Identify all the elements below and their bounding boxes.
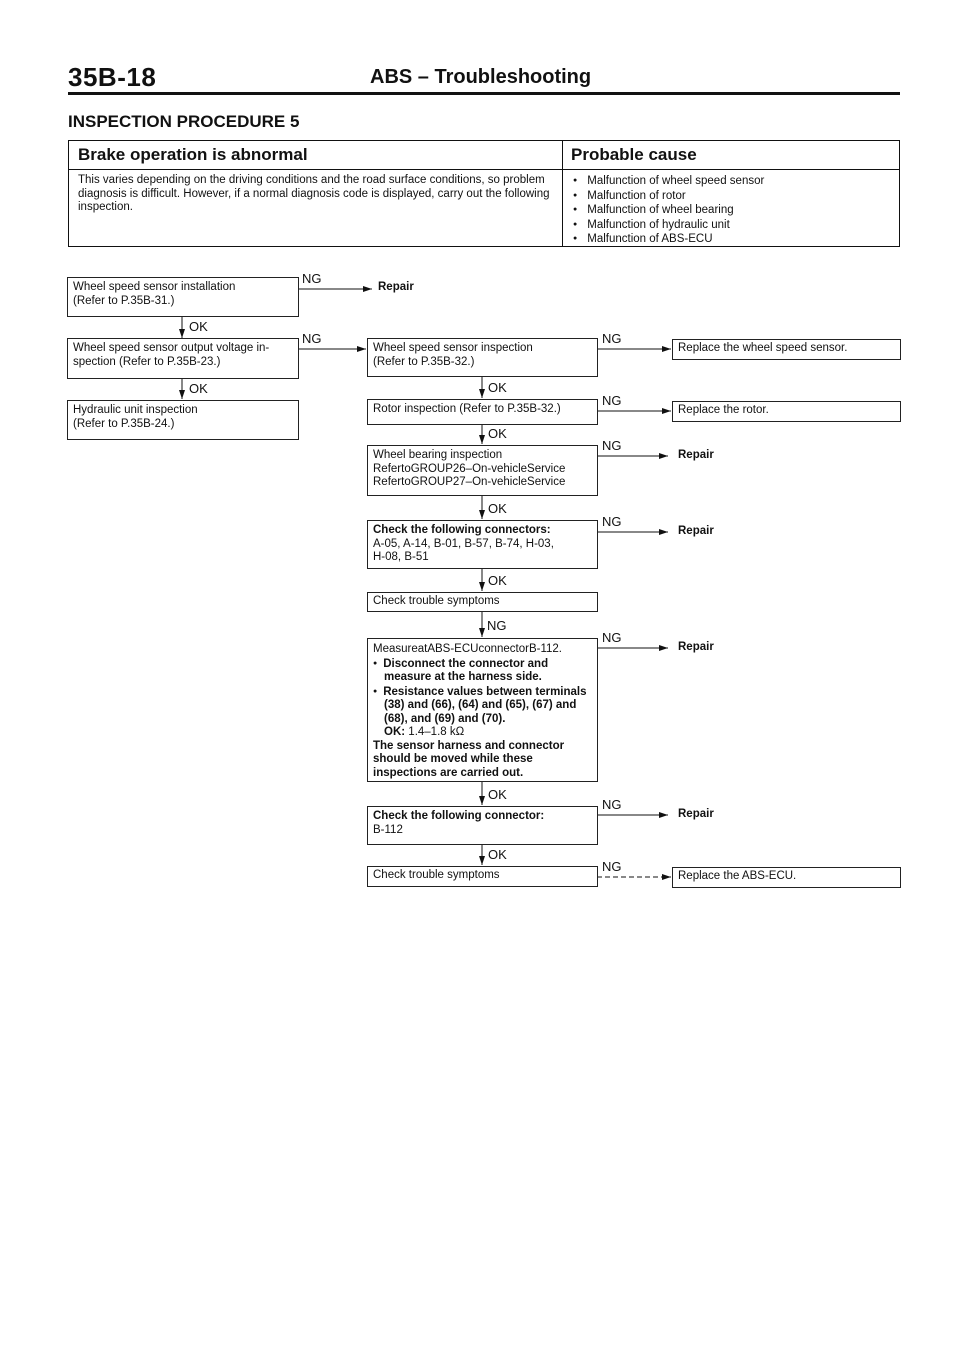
- ok-label: OK: [189, 319, 208, 334]
- step-output-voltage: [67, 338, 299, 379]
- ok-label: OK: [488, 426, 507, 441]
- ok-label: OK: [189, 381, 208, 396]
- ok-label: OK: [488, 501, 507, 516]
- step-text: H-08, B-51: [373, 551, 429, 563]
- ng-label: NG: [487, 618, 507, 633]
- repair-label: Repair: [678, 808, 714, 820]
- action-replace-sensor: [672, 339, 901, 360]
- step-trouble-symptoms-2: [367, 866, 598, 887]
- step-text: Rotor inspection (Refer to P.35B-32.): [373, 403, 561, 415]
- section-title: ABS – Troubleshooting: [370, 66, 592, 88]
- step-text: Check trouble symptoms: [373, 869, 500, 881]
- step-ref: (Refer to P.35B-31.): [73, 294, 175, 307]
- step-rotor-inspection: [367, 399, 598, 425]
- ng-label: NG: [602, 438, 622, 453]
- cause-item: ● Malfunction of hydraulic unit: [573, 218, 764, 233]
- ok-label: OK: [488, 847, 507, 862]
- step-heading: Check the following connector:: [373, 810, 545, 822]
- ok-label: OK: [488, 787, 507, 802]
- step-check-connector-b112: [367, 806, 598, 845]
- ng-label: NG: [602, 393, 622, 408]
- step-check-connectors: [367, 520, 598, 569]
- step-text: Hydraulic unit inspection: [73, 404, 198, 416]
- repair-label: Repair: [678, 525, 714, 537]
- step-bearing-inspection: [367, 445, 598, 496]
- action-replace-rotor: [672, 401, 901, 422]
- measure-bullet: ● Disconnect the connector and measure at the harness side.: [373, 657, 592, 685]
- procedure-title: INSPECTION PROCEDURE 5: [68, 112, 300, 131]
- action-text: Replace the rotor.: [678, 404, 769, 416]
- step-heading: Check the following connectors:: [373, 524, 551, 536]
- ok-spec: [373, 726, 592, 740]
- step-text: Check trouble symptoms: [373, 595, 500, 607]
- ok-label: OK: [488, 573, 507, 588]
- step-sensor-inspection: [367, 338, 598, 377]
- step-text: Wheel speed sensor installation: [73, 281, 236, 293]
- ng-label: NG: [602, 630, 622, 645]
- cause-item: ● Malfunction of wheel speed sensor: [573, 174, 764, 189]
- ok-label: OK: [488, 380, 507, 395]
- measure-bullet: ● Resistance values between terminals (38) and (66), (64) and (65), (67) and (68), and (69) and (70).: [373, 685, 592, 727]
- step-measure-ecu: [367, 638, 598, 782]
- ok-spec-value: 1.4–1.8 kΩ: [408, 726, 465, 738]
- step-text: Wheel speed sensor inspection: [373, 342, 533, 354]
- step-hydraulic-unit: [67, 400, 299, 440]
- step-text: MeasureatABS-ECUconnectorB-112.: [373, 643, 562, 655]
- cause-item: ● Malfunction of ABS-ECU: [573, 232, 764, 247]
- action-text: Replace the wheel speed sensor.: [678, 342, 848, 354]
- ng-label: NG: [302, 331, 322, 346]
- step-text: spection (Refer to P.35B-23.): [73, 355, 221, 368]
- repair-label: Repair: [678, 449, 714, 461]
- step-trouble-symptoms-1: [367, 592, 598, 612]
- ng-label: NG: [602, 797, 622, 812]
- ng-label: NG: [302, 271, 322, 286]
- step-text: Wheel bearing inspection: [373, 449, 503, 461]
- cause-item: ● Malfunction of wheel bearing: [573, 203, 764, 218]
- symptom-heading: Brake operation is abnormal: [69, 141, 562, 170]
- cause-item: ● Malfunction of rotor: [573, 189, 764, 204]
- step-ref: RefertoGROUP26–On-vehicleService: [373, 462, 566, 475]
- action-replace-ecu: [672, 867, 901, 888]
- symptom-description: This varies depending on the driving conditions and the road surface conditions, so problem diagnosis is difficult. However, if a normal diagnosis code is displayed, carry out the following inspection.: [78, 174, 550, 213]
- ng-label: NG: [602, 859, 622, 874]
- step-note: The sensor harness and connector should be moved while these inspections are carried out.: [373, 739, 565, 779]
- measure-bullets: [373, 657, 592, 727]
- step-ref: (Refer to P.35B-24.): [73, 417, 175, 430]
- step-text: A-05, A-14, B-01, B-57, B-74, H-03,: [373, 537, 554, 550]
- ng-label: NG: [602, 331, 622, 346]
- ok-spec-label: OK:: [384, 726, 406, 738]
- ng-label: NG: [602, 514, 622, 529]
- step-text: B-112: [373, 823, 403, 836]
- page-number: 35B-18: [68, 62, 157, 92]
- repair-label: Repair: [678, 641, 714, 653]
- cause-heading: Probable cause: [562, 141, 899, 170]
- action-text: Replace the ABS-ECU.: [678, 870, 797, 882]
- step-sensor-installation: [67, 277, 299, 317]
- step-text: Wheel speed sensor output voltage in-: [73, 342, 270, 354]
- step-ref: RefertoGROUP27–On-vehicleService: [373, 476, 566, 488]
- step-ref: (Refer to P.35B-32.): [373, 355, 475, 368]
- repair-label: Repair: [378, 281, 414, 293]
